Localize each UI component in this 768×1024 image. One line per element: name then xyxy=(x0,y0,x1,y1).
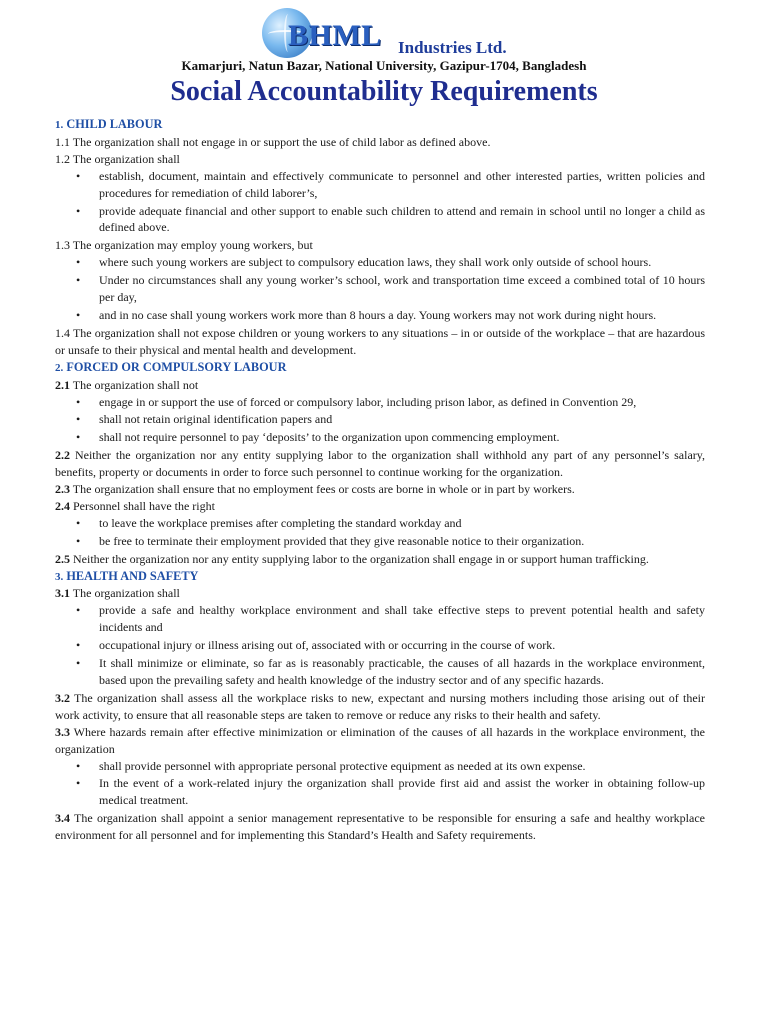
clause-text: Personnel shall have the right xyxy=(70,498,215,513)
section-heading-child-labour xyxy=(55,116,705,134)
clause-text: Neither the organization nor any entity supplying labor to the organization shall withhold any part of any personnel’s salary, benefits, property or documents in order to force such personnel to continue working for the organization. xyxy=(55,448,705,480)
list-item: • engage in or support the use of forced or compulsory labor, including prison labor, as defined in Convention 29, xyxy=(99,394,705,411)
bullet-list-1-3 xyxy=(55,254,705,324)
clause-3-2 xyxy=(55,690,705,724)
clause-text: Where hazards remain after effective minimization or elimination of the causes of all hazards in the workplace environment, the organization xyxy=(55,724,705,756)
document-header xyxy=(0,4,768,107)
document-body xyxy=(55,116,705,844)
section-number: 2. xyxy=(55,361,64,374)
logo-brand-text: BHML xyxy=(288,19,382,52)
logo-suffix-text: Industries Ltd. xyxy=(398,38,507,57)
bullet-list-2-4 xyxy=(55,515,705,550)
list-item: • provide adequate financial and other support to enable such children to attend and remain in school until no longer a child as defined above. xyxy=(99,203,705,237)
list-item: • and in no case shall young workers work more than 8 hours a day. Young workers may not work during night hours. xyxy=(99,307,705,324)
clause-number: 3.2 xyxy=(55,690,70,705)
clause-text: The organization shall not xyxy=(70,377,199,392)
clause-text: The organization shall xyxy=(70,586,180,601)
clause-2-2 xyxy=(55,447,705,481)
list-item: • provide a safe and healthy workplace environment and shall take effective steps to prevent potential health and safety incidents and xyxy=(99,602,705,636)
list-item: • In the event of a work-related injury the organization shall provide first aid and assist the worker in obtaining follow-up medical treatment. xyxy=(99,775,705,809)
list-item: • be free to terminate their employment provided that they give reasonable notice to their organization. xyxy=(99,533,705,550)
list-item: • to leave the workplace premises after completing the standard workday and xyxy=(99,515,705,532)
list-item: • Under no circumstances shall any young worker’s school, work and transportation time exceed a combined total of 10 hours per day, xyxy=(99,272,705,306)
clause-1-1: 1.1 The organization shall not engage in or support the use of child labor as defined above. xyxy=(55,134,491,149)
list-item: • where such young workers are subject to compulsory education laws, they shall work only outside of school hours. xyxy=(99,254,705,271)
clause-3-4 xyxy=(55,810,705,844)
section-heading-forced-labour xyxy=(55,359,705,377)
clause-number: 2.5 xyxy=(55,551,70,566)
clause-number: 3.1 xyxy=(55,586,70,601)
bullet-list-3-1 xyxy=(55,602,705,689)
company-logo xyxy=(262,8,562,60)
clause-1-4: 1.4 The organization shall not expose children or young workers to any situations – in or outside of the workplace – that are hazardous or unsafe to their physical and mental health and development. xyxy=(55,325,705,357)
bullet-list-1-2 xyxy=(55,168,705,237)
list-item: • occupational injury or illness arising out of, associated with or occurring in the course of work. xyxy=(99,637,705,654)
clause-number: 2.4 xyxy=(55,498,70,513)
clause-2-3 xyxy=(55,481,705,498)
bullet-list-2-1 xyxy=(55,394,705,447)
list-item: • establish, document, maintain and effectively communicate to personnel and other interested parties, written policies and procedures for remediation of child laborer’s, xyxy=(99,168,705,202)
list-item: • shall not require personnel to pay ‘deposits’ to the organization upon commencing employment. xyxy=(99,429,705,446)
clause-1-3: 1.3 The organization may employ young workers, but xyxy=(55,238,313,253)
section-title: FORCED OR COMPULSORY LABOUR xyxy=(66,359,287,374)
clause-2-1 xyxy=(55,377,705,394)
clause-number: 2.3 xyxy=(55,482,70,497)
section-title: HEALTH AND SAFETY xyxy=(66,568,199,583)
clause-text: The organization shall ensure that no employment fees or costs are borne in whole or in part by workers. xyxy=(70,482,575,497)
clause-3-1 xyxy=(55,585,705,602)
clause-text: The organization shall assess all the workplace risks to new, expectant and nursing mothers including those arising out of their work activity, to ensure that all reasonable steps are taken to remove or reduce any risks to their health and safety. xyxy=(55,690,705,722)
section-heading-health-safety xyxy=(55,568,705,586)
company-address: Kamarjuri, Natun Bazar, National University, Gazipur-1704, Bangladesh xyxy=(181,58,587,73)
clause-2-4 xyxy=(55,498,705,515)
list-item: • shall provide personnel with appropriate personal protective equipment as needed at its own expense. xyxy=(99,758,705,775)
clause-number: 2.2 xyxy=(55,448,70,463)
section-number: 1. xyxy=(55,119,64,131)
clause-text: Neither the organization nor any entity supplying labor to the organization shall engage in or support human trafficking. xyxy=(70,551,649,566)
list-item: • shall not retain original identification papers and xyxy=(99,411,705,428)
clause-2-5 xyxy=(55,551,705,568)
clause-number: 3.3 xyxy=(55,724,70,739)
clause-number: 2.1 xyxy=(55,377,70,392)
clause-1-2: 1.2 The organization shall xyxy=(55,151,180,166)
list-item: • It shall minimize or eliminate, so far as is reasonably practicable, the causes of all hazards in the workplace environment, based upon the prevailing safety and health knowledge of the industry sector and of any specific hazards. xyxy=(99,655,705,689)
clause-3-3 xyxy=(55,724,705,758)
clause-text: The organization shall appoint a senior management representative to be responsible for ensuring a safe and healthy workplace environment for all personnel and for implementing this Standard’s Health and Safety requirements. xyxy=(55,811,705,843)
clause-number: 3.4 xyxy=(55,811,70,826)
section-title: CHILD LABOUR xyxy=(66,117,163,131)
section-number: 3. xyxy=(55,570,64,583)
page-title: Social Accountability Requirements xyxy=(170,76,598,107)
bullet-list-3-3 xyxy=(55,758,705,810)
